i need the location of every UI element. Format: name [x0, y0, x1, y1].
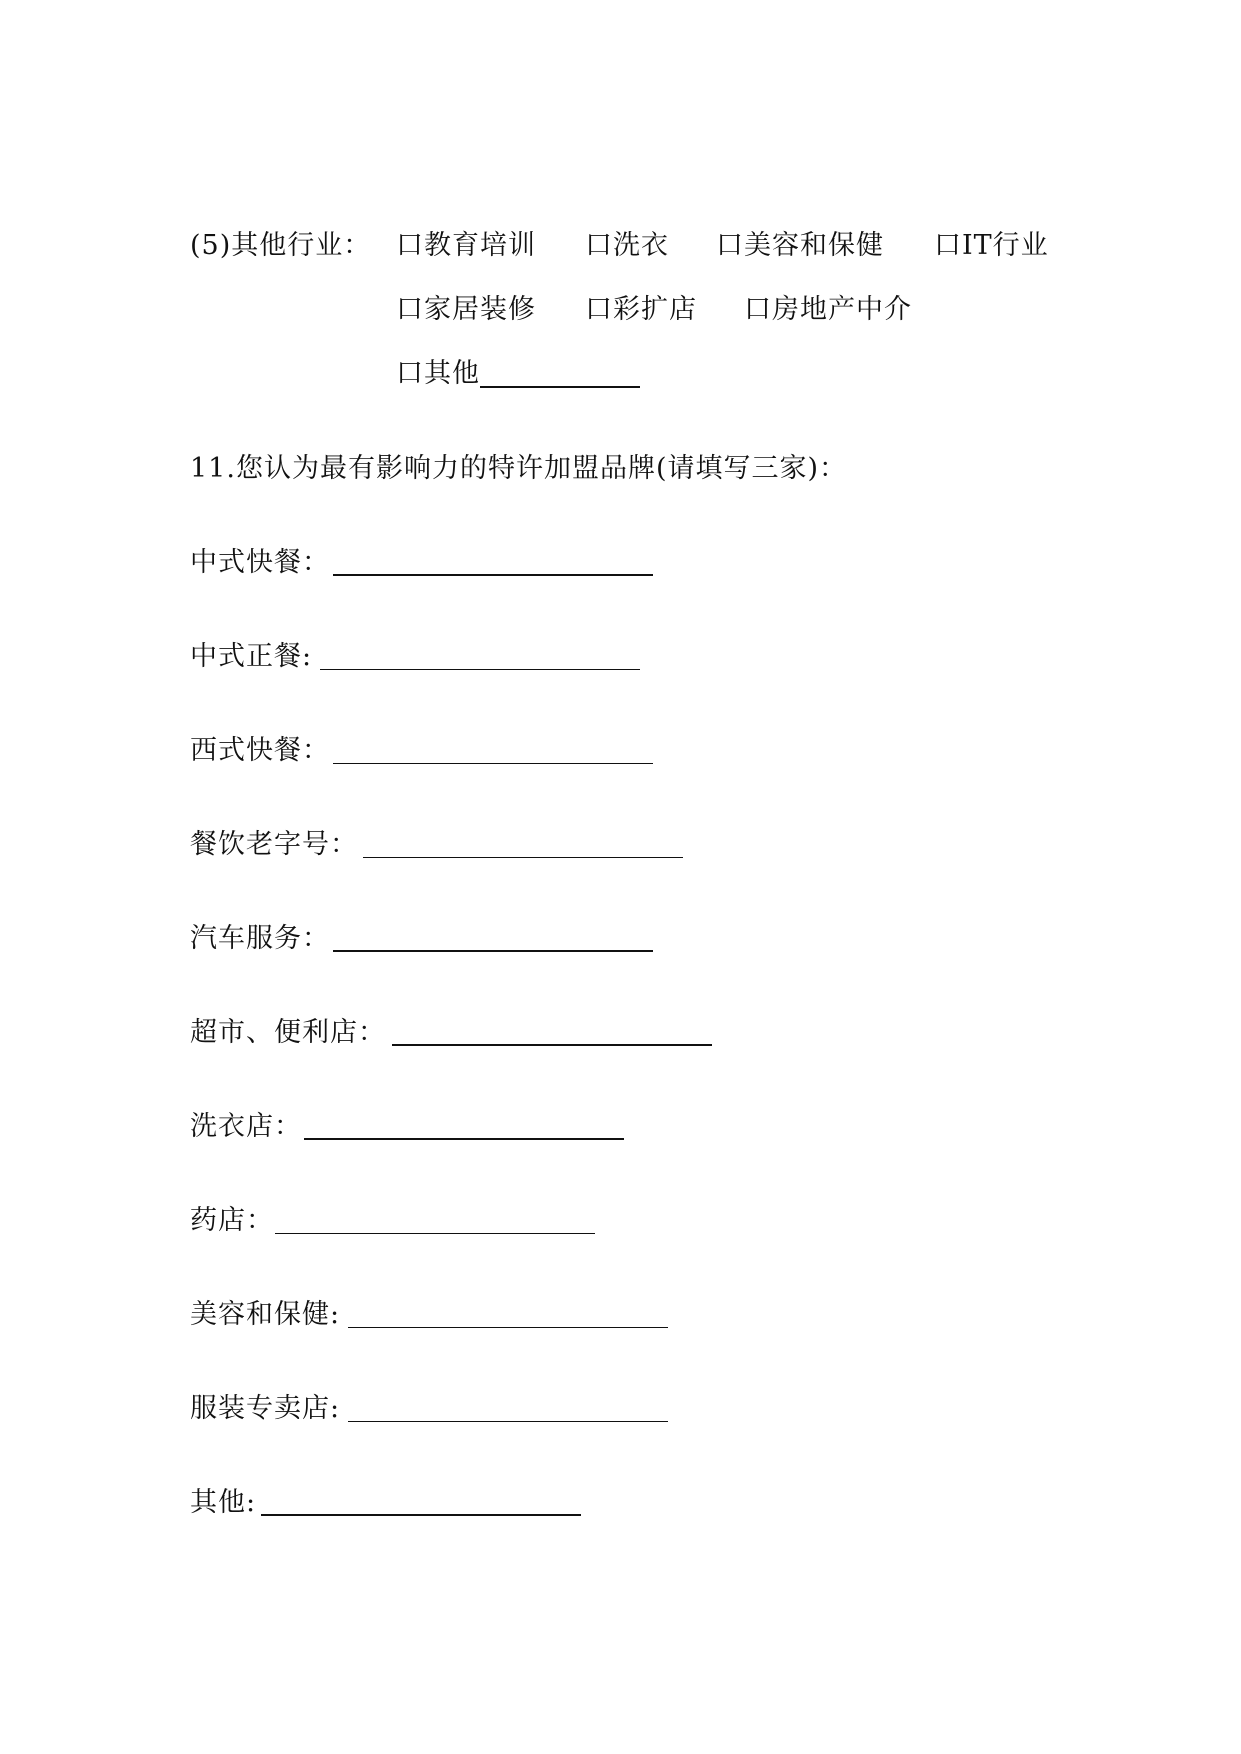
field-label-clothing-store: 服装专卖店:	[190, 1393, 341, 1424]
field-blank-chinese-formal-dining[interactable]	[320, 669, 640, 670]
option-home-decoration[interactable]: 口家居装修	[396, 294, 536, 325]
field-blank-clothing-store[interactable]	[348, 1421, 668, 1422]
field-label-chinese-formal-dining: 中式正餐:	[190, 641, 313, 672]
field-label-supermarket: 超市、便利店：	[190, 1017, 386, 1048]
option-education[interactable]: 口教育培训	[396, 230, 536, 261]
field-label-beauty-health: 美容和保健:	[190, 1299, 341, 1330]
other-industry-blank[interactable]	[480, 386, 640, 388]
question-11: 11.您认为最有影响力的特许加盟品牌(请填写三家)：	[190, 453, 848, 484]
field-blank-other[interactable]	[261, 1514, 581, 1516]
option-laundry[interactable]: 口洗衣	[585, 230, 669, 261]
option-it[interactable]: 口IT行业	[934, 230, 1049, 261]
field-blank-western-fast-food[interactable]	[333, 763, 653, 764]
field-label-chinese-fast-food: 中式快餐：	[190, 547, 330, 578]
option-other[interactable]: 口其他	[396, 358, 480, 389]
field-label-time-honored-restaurant: 餐饮老字号：	[190, 829, 358, 860]
field-blank-supermarket[interactable]	[392, 1044, 712, 1046]
field-blank-beauty-health[interactable]	[348, 1327, 668, 1328]
section-5-label: (5)其他行业：	[190, 230, 372, 261]
field-label-laundry-shop: 洗衣店：	[190, 1111, 302, 1142]
option-real-estate-agency[interactable]: 口房地产中介	[744, 294, 912, 325]
field-blank-time-honored-restaurant[interactable]	[363, 857, 683, 858]
field-blank-pharmacy[interactable]	[275, 1233, 595, 1234]
field-blank-laundry-shop[interactable]	[304, 1138, 624, 1140]
field-label-pharmacy: 药店：	[190, 1205, 274, 1236]
field-label-other: 其他:	[190, 1487, 257, 1518]
field-blank-chinese-fast-food[interactable]	[333, 574, 653, 576]
field-label-western-fast-food: 西式快餐：	[190, 735, 330, 766]
option-beauty-health[interactable]: 口美容和保健	[716, 230, 884, 261]
option-photo-shop[interactable]: 口彩扩店	[585, 294, 697, 325]
field-label-auto-service: 汽车服务：	[190, 923, 330, 954]
field-blank-auto-service[interactable]	[333, 950, 653, 952]
